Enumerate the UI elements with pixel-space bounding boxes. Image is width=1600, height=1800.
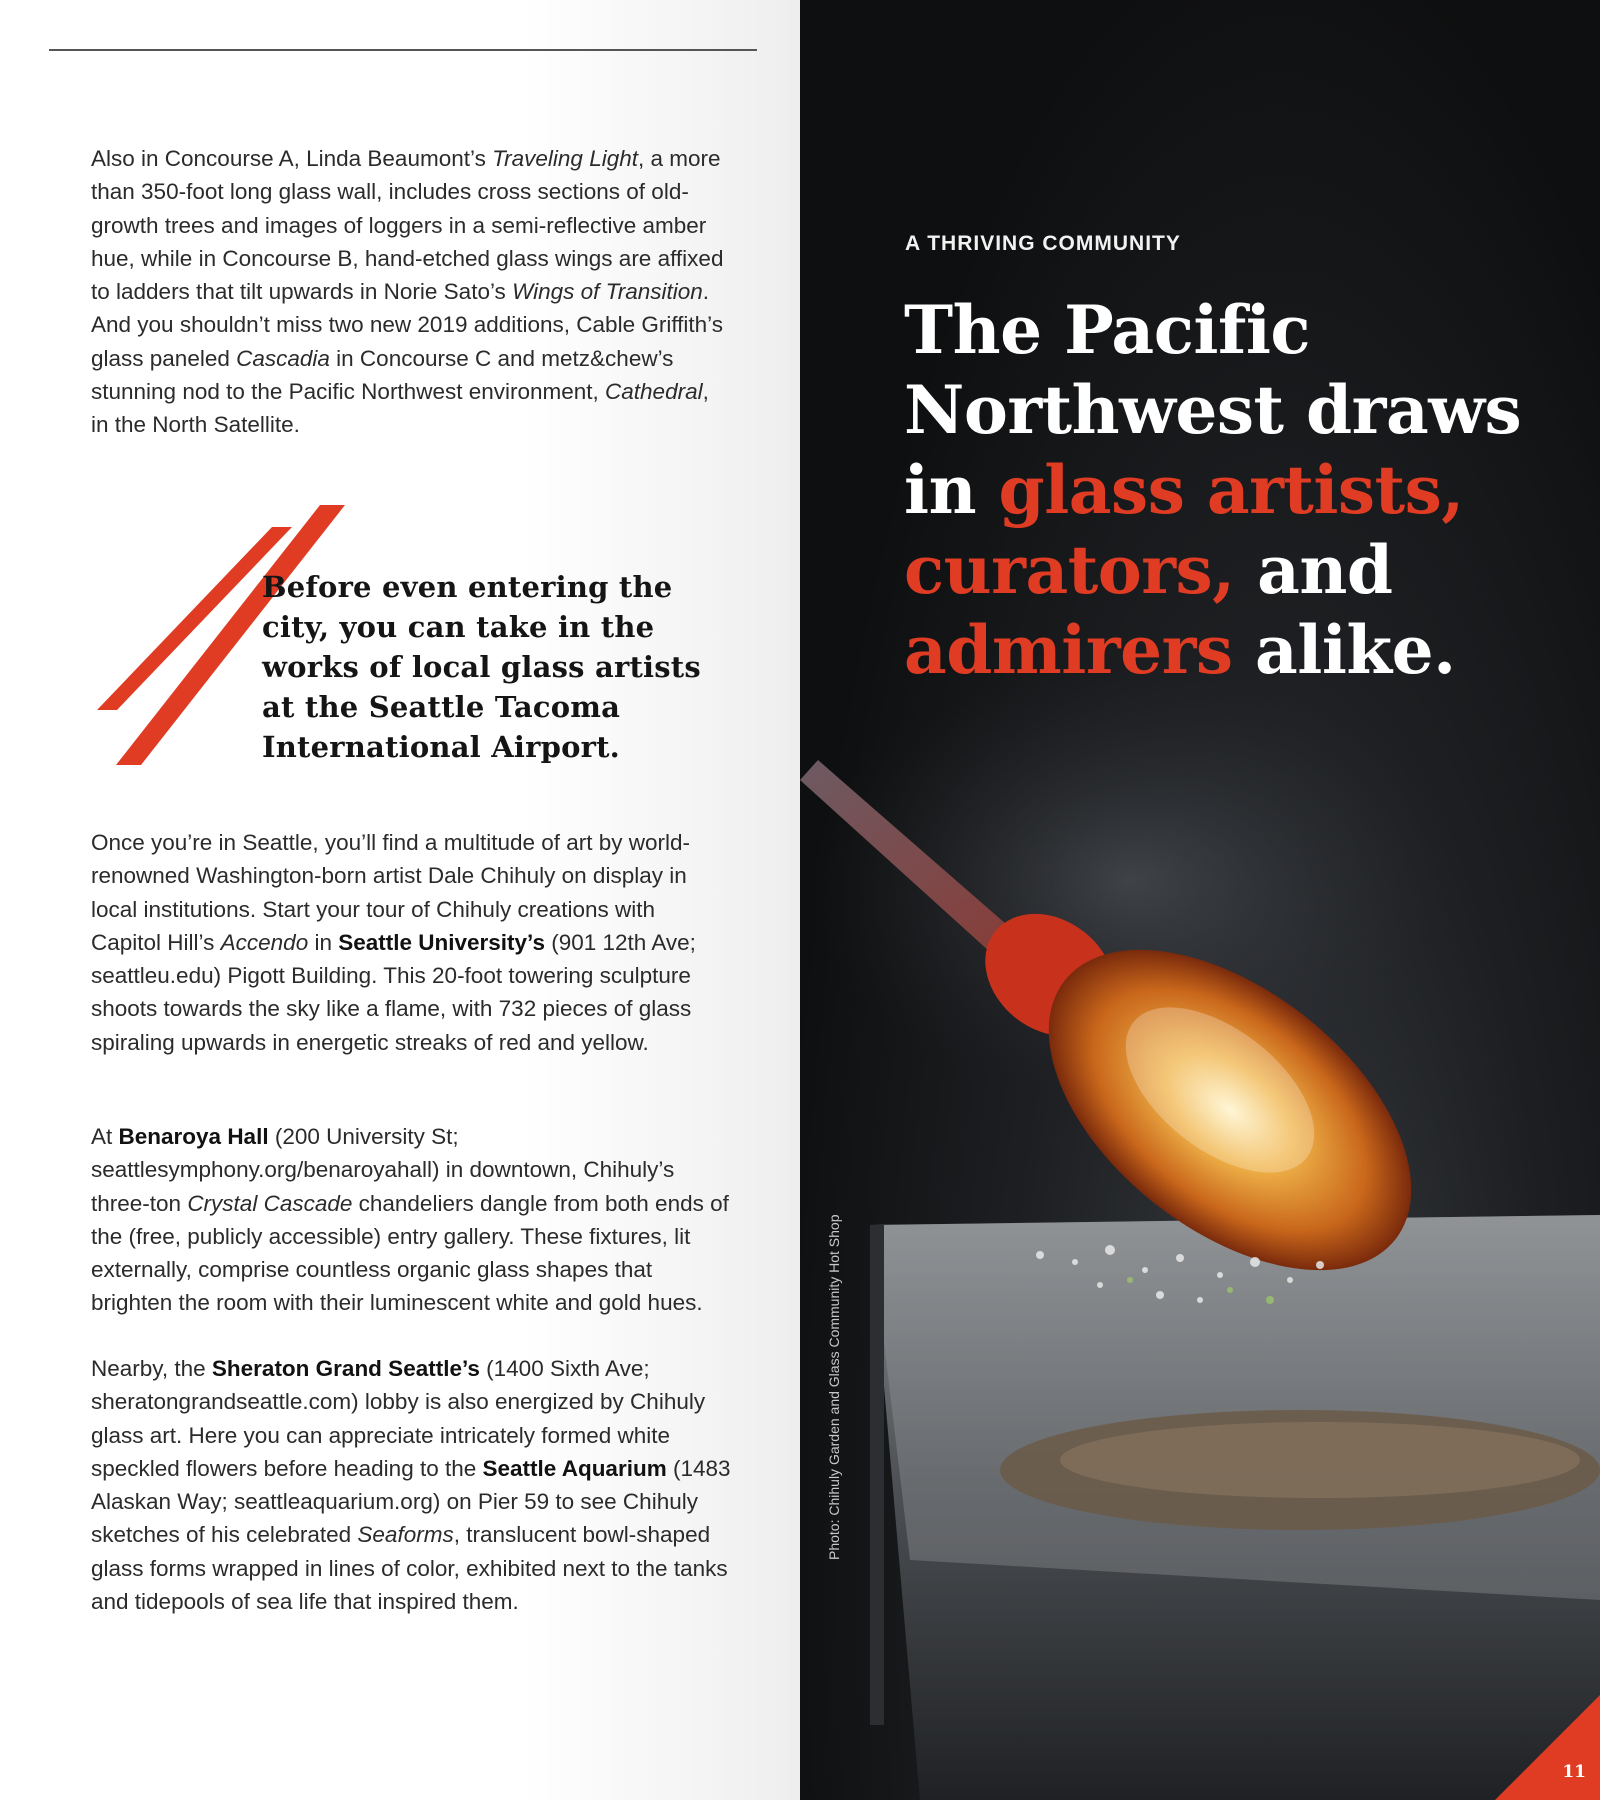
artwork-title: Accendo — [220, 929, 309, 955]
text-run: (1400 Sixth Ave; sheratongrandseattle.com) lobby is also energized by Chihuly glass art. Here you can appreciate intricately formed white speckled flowers before heading to the — [91, 1356, 706, 1481]
glassblowing-photo — [800, 0, 1600, 1800]
venue-name: Benaroya Hall — [118, 1124, 269, 1149]
text-run: in Concourse C and metz&chew’s stunning nod to the Pacific Northwest environment, — [91, 345, 674, 405]
text-run: (901 12th Ave; seattleu.edu) Pigott Building. This 20-foot towering sculpture shoots towards the sky like a flame, with 732 pieces of glass spiraling upwards in energetic streaks of red and yellow. — [91, 929, 696, 1055]
artwork-title: Traveling Light — [492, 146, 638, 171]
headline-accent: glass artists, — [998, 451, 1464, 529]
artwork-title: Crystal Cascade — [187, 1190, 353, 1216]
text-run: At — [91, 1124, 119, 1149]
body-paragraph-4 — [91, 1352, 731, 1618]
text-run: (1483 Alaskan Way; seattleaquarium.org) on Pier 59 to see Chihuly sketches of his celebrated — [91, 1455, 731, 1548]
section-kicker: A THRIVING COMMUNITY — [905, 232, 1181, 255]
text-run: . And you shouldn’t miss two new 2019 additions, Cable Griffith’s glass paneled — [91, 279, 724, 371]
pull-quote: Before even entering the city, you can take in the works of local glass artists at the Seattle Tacoma International Airport. — [262, 570, 701, 764]
artwork-title: Cathedral — [605, 379, 703, 405]
page-number: 11 — [1562, 1762, 1586, 1782]
text-run: , translucent bowl-shaped glass forms wrapped in lines of color, exhibited next to the tanks and tidepools of sea life that inspired them. — [91, 1522, 728, 1615]
artwork-title: Seaforms — [357, 1522, 454, 1548]
headline-run: The Pacific Northwest draws in — [904, 291, 1522, 529]
feature-photo-panel — [800, 0, 1600, 1800]
venue-name: Seattle University’s — [338, 929, 545, 955]
body-paragraph-2 — [91, 826, 731, 1059]
text-run: Once you’re in Seattle, you’ll find a multitude of art by world-renowned Washington-born artist Dale Chihuly on display in local institutions. Start your tour of Chihuly creations with Capitol Hill’s — [91, 830, 691, 955]
feature-headline — [904, 290, 1544, 690]
artwork-title: Wings of Transition — [512, 279, 703, 305]
text-run: chandeliers dangle from both ends of the (free, publicly accessible) entry gallery. These fixtures, lit externally, comprise countless organic glass shapes that brighten the room with their luminescent white and gold hues. — [91, 1190, 729, 1316]
headline-run: and — [1234, 531, 1393, 609]
body-paragraph-3 — [91, 1120, 731, 1320]
page-corner-triangle — [1495, 1695, 1600, 1800]
text-run: in — [308, 929, 339, 955]
text-run: , a more than 350-foot long glass wall, includes cross sections of old-growth trees and images of loggers in a semi-reflective amber hue, while in Concourse B, hand-etched glass wings are affixed to ladders that tilt upwards in Norie Sato’s — [91, 146, 724, 305]
text-run: (200 University St; seattlesymphony.org/benaroyahall) in downtown, Chihuly’s three-ton — [91, 1124, 675, 1216]
venue-name: Sheraton Grand Seattle’s — [211, 1356, 480, 1381]
text-run: Also in Concourse A, Linda Beaumont’s — [91, 146, 493, 171]
artwork-title: Cascadia — [236, 345, 330, 371]
photo-credit: Photo: Chihuly Garden and Glass Community Hot Shop — [826, 1214, 842, 1560]
text-run: Nearby, the — [91, 1356, 212, 1381]
headline-accent: curators, — [904, 531, 1235, 609]
headline-accent: admirers — [904, 611, 1233, 689]
top-rule-divider — [49, 49, 757, 51]
headline-run: alike. — [1232, 611, 1456, 689]
text-run: , in the North Satellite. — [91, 379, 709, 438]
body-paragraph-1 — [91, 142, 731, 442]
venue-name: Seattle Aquarium — [482, 1455, 667, 1481]
